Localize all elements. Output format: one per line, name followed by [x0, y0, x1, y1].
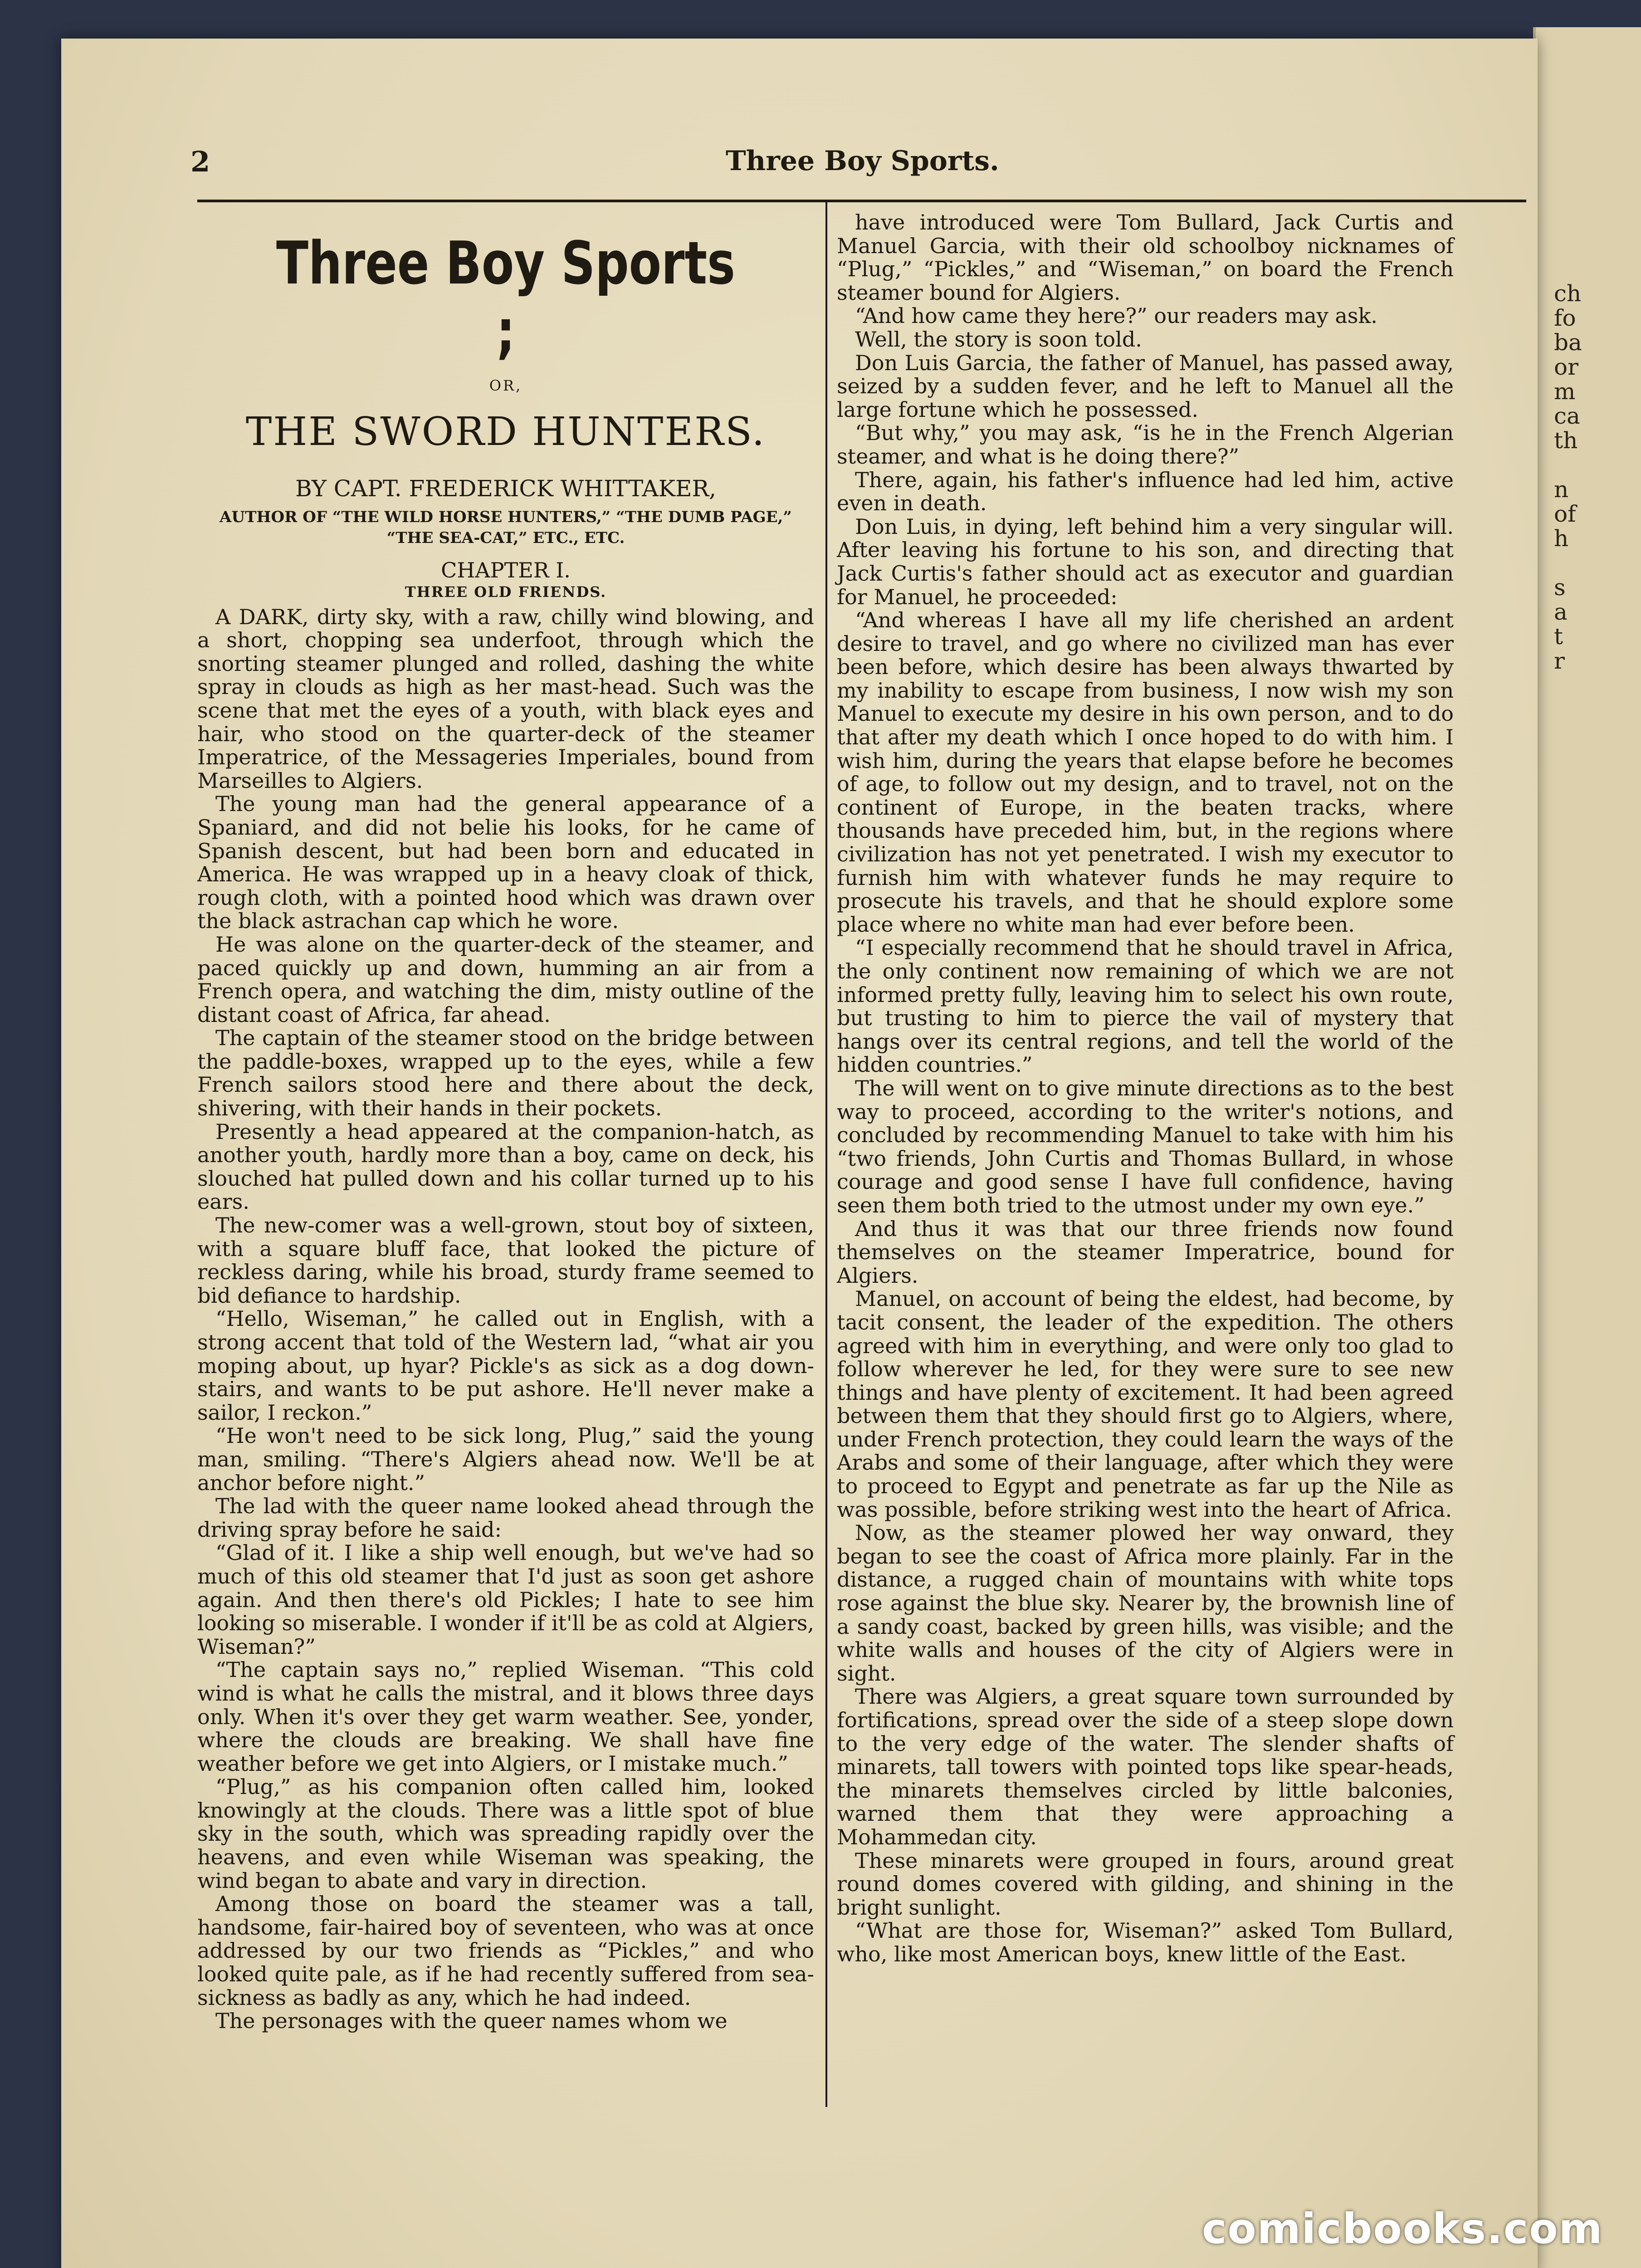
paragraph: Don Luis Garcia, the father of Manuel, has passed away, seized by a sudden fever, and he left to Manuel all the large fortune which he possessed. [837, 350, 1454, 422]
paragraph: “He won't need to be sick long, Plug,” said the young man, smiling. “There's Algiers ahead now. We'll be at anchor before night.” [197, 1423, 814, 1495]
adjacent-page-edge [1533, 27, 1641, 2268]
paragraph: The new-comer was a well-grown, stout boy of sixteen, with a square bluff face, that looked the picture of reckless daring, while his broad, sturdy frame seemed to bid defiance to hardship. [197, 1213, 814, 1308]
author-note: AUTHOR OF “THE WILD HORSE HUNTERS,” “THE DUMB PAGE,” “THE SEA-CAT,” ETC., ETC. [220, 508, 792, 547]
paragraph: “Plug,” as his companion often called him, looked knowingly at the clouds. There was a little spot of blue sky in the south, which was spreading rapidly over the heavens, and even while Wiseman was speaking, the wind began to abate and vary in direction. [197, 1774, 814, 1893]
paragraph: There was Algiers, a great square town surrounded by fortifications, spread over the side of a steep slope down to the very edge of the water. The slender shafts of minarets, tall towers with pointed tops like spear-heads, the minarets themselves circled by little balconies, warned them that they were approaching a Mohammedan city. [837, 1684, 1454, 1849]
running-title: Three Boy Sports. [726, 145, 999, 177]
paragraph: “And whereas I have all my life cherished an ardent desire to travel, and go where no civilized man has ever been before, which desire has been always thwarted by my inability to escape from business, I now wish my son Manuel to execute my desire in his own person, and to do that after my death which I once hoped to do with him. I wish him, during the years that elapse before he becomes of age, to follow out my design, and to travel, not on the continent of Europe, in the beaten tracks, where thousands have preceded him, but, in the regions where civilization has not yet penetrated. I wish my executor to furnish him with whatever funds he may require to prosecute his travels, and that he should explore some place where no white man had ever before been. [837, 608, 1454, 937]
paragraph: “Glad of it. I like a ship well enough, but we've had so much of this old steamer that I'd just as soon get ashore again. And then there's old Pickles; I hate to see him looking so miserable. I wonder if it'll be as cold at Algiers, Wiseman?” [197, 1540, 814, 1659]
header-rule [197, 200, 1526, 202]
paragraph: The will went on to give minute directions as to the best way to proceed, according to the writer's notions, and concluded by recommending Manuel to take with him his “two friends, John Curtis and Thomas Bullard, in whose courage and good sense I have full confidence, having seen them both tried to the utmost under my own eye.” [837, 1075, 1454, 1217]
paragraph: The lad with the queer name looked ahead through the driving spray before he said: [197, 1494, 814, 1542]
story-title: Three Boy Sports ; [276, 229, 735, 366]
paragraph: The young man had the general appearance of a Spaniard, and did not belie his looks, for he came of Spanish descent, but had been born and educated in America. He was wrapped up in a heavy cloak of thick, rough cloth, with a pointed hood which was drawn over the black astrachan cap which he wore. [197, 792, 814, 934]
paragraph: “And how came they here?” our readers may ask. [855, 303, 1377, 328]
paragraph: Among those on board the steamer was a tall, handsome, fair-haired boy of seventeen, who was at once addressed by our two friends as “Pickles,” and who looked quite pale, as if he had recently suffered from sea-sickness as badly as any, which he had indeed. [197, 1892, 814, 2010]
story-subtitle: THE SWORD HUNTERS. [245, 409, 766, 455]
paragraph: have introduced were Tom Bullard, Jack Curtis and Manuel Garcia, with their old schoolboy nicknames of “Plug,” “Pickles,” and “Wiseman,” on board the French steamer bound for Algiers. [837, 210, 1454, 305]
paragraph: Don Luis, in dying, left behind him a very singular will. After leaving his fortune to his son, and directing that Jack Curtis's father should act as executor and guardian for Manuel, he proceeded: [837, 514, 1454, 609]
or-line: OR, [489, 377, 523, 394]
paragraph: Well, the story is soon told. [855, 327, 1142, 352]
paragraph: These minarets were grouped in fours, around great round domes covered with gilding, and shining in the bright sunlight. [837, 1848, 1454, 1920]
paragraph: “But why,” you may ask, “is he in the French Algerian steamer, and what is he doing there?” [837, 420, 1454, 469]
title-block [197, 229, 814, 601]
newspaper-page [61, 39, 1538, 2268]
right-column [837, 211, 1454, 1966]
running-head [190, 145, 1529, 200]
paragraph: He was alone on the quarter-deck of the steamer, and paced quickly up and down, humming an air from a French opera, and watching the dim, misty outline of the distant coast of Africa, far ahead. [197, 932, 814, 1027]
column-rule [825, 202, 827, 2107]
paragraph: “The captain says no,” replied Wiseman. “This cold wind is what he calls the mistral, and it blows three days only. When it's over they get warm weather. See, yonder, where the clouds are breaking. We shall have fine weather before we get into Algiers, or I mistake much.” [197, 1657, 814, 1776]
paragraph: The personages with the queer names whom we [215, 2009, 728, 2033]
paragraph: A DARK, dirty sky, with a raw, chilly wind blowing, and a short, chopping sea underfoot, through which the snorting steamer plunged and rolled, dashing the white spray in clouds as high as her mast-head. Such was the scene that met the eyes of a youth, with black eyes and hair, who stood on the quarter-deck of the steamer Imperatrice, of the Messageries Imperiales, bound from Marseilles to Algiers. [197, 604, 814, 793]
paragraph: Now, as the steamer plowed her way onward, they began to see the coast of Africa more plainly. Far in the distance, a rugged chain of mountains with white tops rose against the blue sky. Nearer by, the brownish line of a sandy coast, backed by green hills, was visible; and the white walls and houses of the city of Algiers were in sight. [837, 1520, 1454, 1686]
left-column [197, 211, 814, 2033]
right-column-body [837, 211, 1454, 1966]
chapter-heading: CHAPTER I. [441, 557, 571, 582]
adjacent-page-text: ch fo ba or m ca th n of h s a t r [1554, 281, 1582, 673]
paragraph: “Hello, Wiseman,” he called out in English, with a strong accent that told of the Western lad, “what air you moping about, up hyar? Pickle's as sick as a dog down-stairs, and wants to be put ashore. He'll never make a sailor, I reckon.” [197, 1306, 814, 1425]
byline: BY CAPT. FREDERICK WHITTAKER, [295, 475, 717, 502]
paragraph: There, again, his father's influence had led him, active even in death. [837, 467, 1454, 516]
paragraph: “I especially recommend that he should travel in Africa, the only continent now remaining of which we are not informed pretty fully, leaving him to select his own route, but trusting to him to pierce the vail of mystery that hangs over its central regions, and tell the world of the hidden countries.” [837, 935, 1454, 1077]
paragraph: “What are those for, Wiseman?” asked Tom Bullard, who, like most American boys, knew little of the East. [837, 1918, 1454, 1966]
paragraph: Presently a head appeared at the companion-hatch, as another youth, hardly more than a boy, came on deck, his slouched hat pulled down and his collar turned up to his ears. [197, 1119, 814, 1214]
paragraph: And thus it was that our three friends now found themselves on the steamer Imperatrice, bound for Algiers. [837, 1216, 1454, 1288]
page-number: 2 [190, 145, 210, 178]
chapter-subtitle: THREE OLD FRIENDS. [405, 583, 607, 601]
left-column-body [197, 606, 814, 2033]
paragraph: The captain of the steamer stood on the bridge between the paddle-boxes, wrapped up to the eyes, while a few French sailors stood here and there about the deck, shivering, with their hands in their pockets. [197, 1026, 814, 1121]
paragraph: Manuel, on account of being the eldest, had become, by tacit consent, the leader of the expedition. The others agreed with him in everything, and were only too glad to follow wherever he led, for they were sure to see new things and have plenty of excitement. It had been agreed between them that they should first go to Algiers, where, under French protection, they could learn the ways of the Arabs and some of their language, after which they were to proceed to Egypt and penetrate as far up the Nile as was possible, before striking west into the heart of Africa. [837, 1286, 1454, 1522]
watermark: comicbooks.com [1202, 2204, 1603, 2253]
